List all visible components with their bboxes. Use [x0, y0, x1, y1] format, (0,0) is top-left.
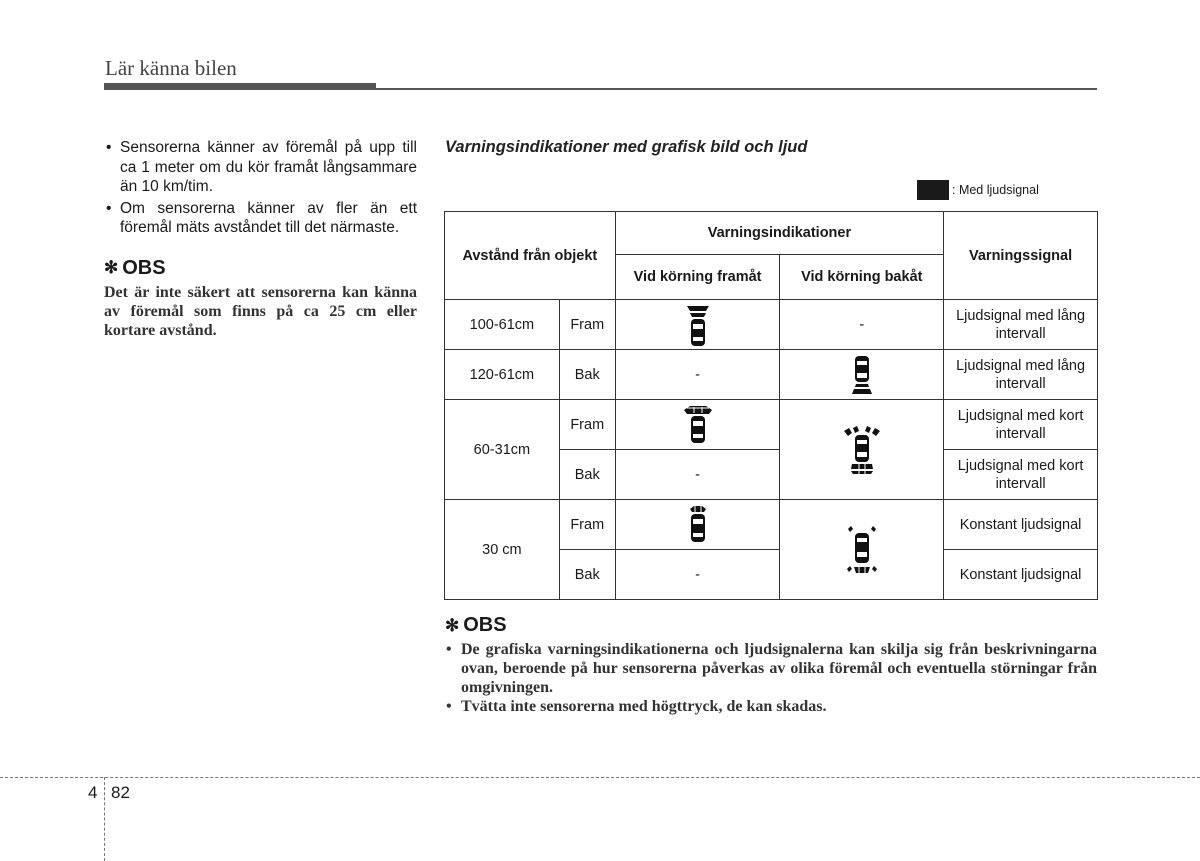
forward-cell: - — [615, 550, 780, 600]
direction-cell: Fram — [559, 500, 615, 550]
obs-heading — [445, 614, 1097, 637]
direction-cell: Bak — [559, 550, 615, 600]
header-signal: Varningssignal — [944, 212, 1098, 300]
forward-cell: - — [615, 350, 780, 400]
signal-cell: Ljudsignal med kort intervall — [944, 450, 1098, 500]
legend — [917, 180, 1039, 200]
direction-cell: Bak — [559, 350, 615, 400]
bullet-item: • Sensorerna känner av föremål på upp till ca 1 meter om du kör framåt långsammare än 10 km/tim. — [104, 138, 417, 197]
footer-rule — [0, 777, 1200, 778]
obs-bullet: • Tvätta inte sensorerna med högttryck, de kan skadas. — [445, 697, 1097, 716]
obs-section-bottom — [445, 614, 1097, 716]
signal-cell: Konstant ljudsignal — [944, 550, 1098, 600]
car-rear-long-range-icon — [847, 355, 877, 395]
car-front-constant-icon — [683, 505, 713, 545]
header-rule-thick — [104, 83, 376, 90]
obs-bullets — [445, 640, 1097, 716]
obs-bullet: • De grafiska varningsindikationerna och ljudsignalerna kan skilja sig från beskrivningarna ovan, beroende på hur sensorerna påverkas av olika föremål och eventuella störningar från omgivningen. — [445, 640, 1097, 697]
signal-cell: Ljudsignal med kort intervall — [944, 400, 1098, 450]
page-header-title: Lär känna bilen — [105, 56, 237, 80]
car-front-short-range-icon — [681, 405, 715, 445]
table-row — [445, 400, 1098, 450]
page-number: 82 — [111, 783, 130, 802]
range-cell: 120-61cm — [445, 350, 560, 400]
car-rear-constant-icon — [844, 525, 880, 575]
table-row — [445, 350, 1098, 400]
legend-label: : Med ljudsignal — [952, 183, 1039, 197]
asterisk-icon: ✻ — [445, 615, 460, 635]
obs-note: Det är inte säkert att sensorerna kan känna av föremål som finns på ca 25 cm eller kortare avstånd. — [104, 283, 417, 339]
bullet-item: • Om sensorerna känner av fler än ett föremål mäts avståndet till det närmaste. — [104, 199, 417, 238]
direction-cell: Fram — [559, 300, 615, 350]
direction-cell: Fram — [559, 400, 615, 450]
header-rule-thin — [376, 88, 1097, 90]
chapter-number: 4 — [88, 783, 98, 802]
header-reverse: Vid körning bakåt — [780, 255, 944, 300]
reverse-cell: - — [780, 300, 944, 350]
section-title: Varningsindikationer med grafisk bild och ljud — [445, 138, 808, 156]
legend-swatch — [917, 180, 949, 200]
table-row — [445, 500, 1098, 550]
reverse-cell — [780, 400, 944, 500]
obs-title: OBS — [463, 614, 507, 636]
asterisk-icon: ✻ — [104, 258, 119, 277]
reverse-cell — [780, 500, 944, 600]
obs-heading — [104, 257, 417, 280]
intro-bullets — [104, 138, 417, 238]
left-column — [104, 138, 417, 340]
car-rear-short-range-icon — [842, 425, 882, 475]
signal-cell: Ljudsignal med lång intervall — [944, 300, 1098, 350]
forward-cell — [615, 400, 780, 450]
footer-divider — [104, 777, 105, 861]
direction-cell: Bak — [559, 450, 615, 500]
car-front-long-range-icon — [683, 303, 713, 347]
warning-table — [444, 211, 1098, 600]
table-row — [445, 300, 1098, 350]
signal-cell: Ljudsignal med lång intervall — [944, 350, 1098, 400]
range-cell: 100-61cm — [445, 300, 560, 350]
reverse-cell — [780, 350, 944, 400]
header-indications: Varningsindikationer — [615, 212, 943, 255]
obs-title: OBS — [122, 256, 166, 279]
range-cell: 30 cm — [445, 500, 560, 600]
signal-cell: Konstant ljudsignal — [944, 500, 1098, 550]
header-forward: Vid körning framåt — [615, 255, 780, 300]
forward-cell: - — [615, 450, 780, 500]
forward-cell — [615, 300, 780, 350]
forward-cell — [615, 500, 780, 550]
header-distance: Avstånd från objekt — [445, 212, 616, 300]
range-cell: 60-31cm — [445, 400, 560, 500]
